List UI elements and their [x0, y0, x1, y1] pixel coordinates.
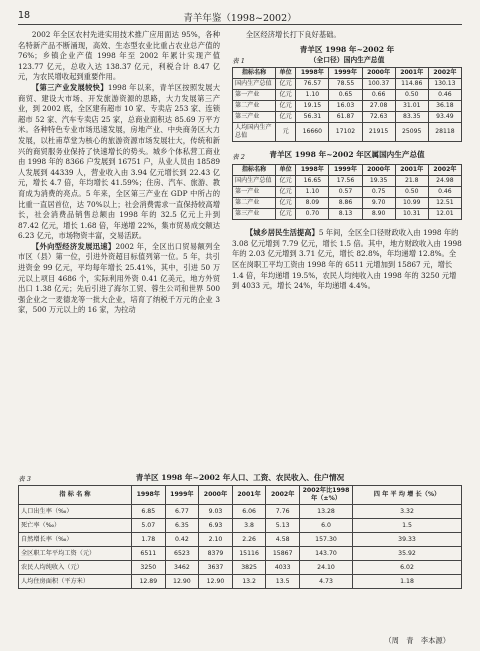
table1-title-row [232, 55, 462, 65]
table-row [19, 533, 462, 547]
cell: 0.70 [296, 209, 329, 220]
cell: 1.10 [296, 187, 329, 198]
paragraph-continuation: 全区经济增长打下良好基础。 [245, 30, 341, 39]
header-cell: 2001年 [395, 165, 428, 176]
cell: 6.0 [300, 519, 353, 533]
table1-caption: 青羊区 1998 年~2002 年 [299, 44, 395, 54]
cell: 0.66 [362, 90, 395, 101]
cell: 24.10 [300, 561, 353, 575]
cell: 自然增长率（‰） [19, 533, 132, 547]
cell: 114.86 [395, 79, 428, 90]
cell: 36.18 [428, 101, 461, 112]
table-row [233, 187, 462, 198]
cell: 6.85 [132, 505, 166, 519]
cell: 13.2 [232, 575, 266, 589]
running-title: 青羊年鉴（1998~2002） [183, 13, 297, 24]
cell: 6.93 [199, 519, 233, 533]
cell: 0.46 [428, 90, 461, 101]
page-number: 18 [18, 10, 31, 21]
table-row [19, 561, 462, 575]
cell: 6.77 [165, 505, 199, 519]
table1-label: 表 1 [232, 57, 245, 66]
table3-title-row [18, 472, 462, 483]
cell: 16660 [296, 123, 329, 142]
cell: 2.26 [232, 533, 266, 547]
cell: 亿元 [276, 79, 296, 90]
header-cell: 1999年 [329, 68, 362, 79]
table3-block [18, 472, 462, 589]
cell: 8379 [199, 547, 233, 561]
cell: 6.35 [165, 519, 199, 533]
cell: 12.89 [132, 575, 166, 589]
cell: 130.13 [428, 79, 461, 90]
table2-district-gdp [232, 164, 462, 220]
cell: 农民人均纯收入（元） [19, 561, 132, 575]
cell: 93.49 [428, 112, 461, 123]
cell: 全区职工年平均工资（元） [19, 547, 132, 561]
cell: 3.32 [353, 505, 462, 519]
cell: 6523 [165, 547, 199, 561]
header-cell: 1998年 [132, 486, 166, 505]
cell: 8.90 [362, 209, 395, 220]
table-row [233, 112, 462, 123]
cell: 17102 [329, 123, 362, 142]
tertiary-text: 1998 年以来，青羊区按照发展大商贸、建设大市场、开发旅游资源的思路，大力发展第三产业，到 2002 底，全区建有超市 10 家、专卖店 253 家、连锁超市 52 家、汽车专卖店 25 家，总商业面积达 85.69 万平方米。各种特色专业市场迅速发展，房地产业、中央商务区大力发展，以杜甫草堂为核心的旅游资源市场发展壮大，传统和新兴的商贸服务业保持了快速增长的势头。城乡个体私营工商业由 1998 年的 8366 户发展到 16751 户，从业人员由 18589 人发展到 44339 人，营业收入由 3.94 亿元增长到 22.43 亿元，增长 4.7 倍，年均增长 41.59%；住房、汽车、旅游、教育成为消费的亮点。5 年来，全区第三产业在 GDP 中所占的比重一直居首位，达 70%以上；社会消费需求一直保持较高增长，社会消费品销售总额由 1998 年的 32.5 亿元上升到 87.42 亿元，增长 1.68 倍，年递增 22%，集市贸易成交额达 6.23 亿元，市场物资丰富，交易活跃。 [18, 82, 221, 241]
table-row [233, 176, 462, 187]
cell: 24.98 [428, 176, 461, 187]
foreign-text: 2002 年，全区出口贸易额列全市区（县）第一位，引进外资超目标值列第一位。5 年，共引进资金 99 亿元，平均每年增长 25.41%，其中，引进 50 万元以上项目 4686 个，实际利用外资 0.41 亿美元，地方外贸出口 1.38 亿元；先后引进了海尔工贸、蓉生公司和世界 500 强企业之一麦德龙等一批大企业，培育了纳税千万元的企业 3 家，500 万元以上的 16 家，为拉动 [18, 241, 220, 315]
cell: 12.90 [165, 575, 199, 589]
cell: 5.13 [266, 519, 300, 533]
table1-subtitle: （全口径）国内生产总值 [309, 56, 385, 65]
cell: 27.08 [362, 101, 395, 112]
cell: 3825 [232, 561, 266, 575]
cell: 人均国内生产总值 [233, 123, 276, 142]
table3-header-row [19, 486, 462, 505]
cell: 21.8 [395, 176, 428, 187]
header-cell: 四 年 平 均 增 长（%） [353, 486, 462, 505]
header-cell: 2002年 [428, 68, 461, 79]
table-row [19, 505, 462, 519]
table-row [19, 575, 462, 589]
cell: 19.35 [362, 176, 395, 187]
table2-label: 表 2 [232, 153, 245, 162]
cell: 12.01 [428, 209, 461, 220]
cell: 亿元 [276, 112, 296, 123]
cell: 亿元 [276, 187, 296, 198]
header-cell: 1999年 [329, 165, 362, 176]
table2-caption: 青羊区 1998 年~2002 年区属国内生产总值 [269, 150, 425, 160]
table2-title-row [232, 150, 462, 162]
cell: 亿元 [276, 198, 296, 209]
cell: 元 [276, 123, 296, 142]
cell: 第三产业 [233, 209, 276, 220]
cell: 143.70 [300, 547, 353, 561]
cell: 100.37 [362, 79, 395, 90]
header-cell: 单位 [276, 68, 296, 79]
cell: 第二产业 [233, 198, 276, 209]
header-cell: 2002年 [428, 165, 461, 176]
cell: 16.65 [296, 176, 329, 187]
cell: 亿元 [276, 209, 296, 220]
header-cell: 2000年 [362, 68, 395, 79]
table3-population-income [18, 485, 462, 589]
header-cell: 2002年 [266, 486, 300, 505]
cell: 4.58 [266, 533, 300, 547]
left-column [18, 30, 220, 316]
section-title-tertiary: 【第三产业发展较快】 [31, 82, 108, 92]
paragraph-living-standards [232, 228, 462, 292]
section-title-living: 【城乡居民生活提高】 [245, 228, 319, 238]
table-row [233, 123, 462, 142]
cell: 第二产业 [233, 101, 276, 112]
table2-header-row [233, 165, 462, 176]
paragraph-foreign-economy [18, 242, 220, 316]
cell: 7.76 [266, 505, 300, 519]
table-row [233, 198, 462, 209]
cell: 21915 [362, 123, 395, 142]
cell: 19.15 [296, 101, 329, 112]
cell: 8.13 [329, 209, 362, 220]
table-row [233, 101, 462, 112]
header-cell: 1999年 [165, 486, 199, 505]
cell: 10.99 [395, 198, 428, 209]
cell: 4.73 [300, 575, 353, 589]
cell: 3.8 [232, 519, 266, 533]
header-cell: 2002年比1998年（±%） [300, 486, 353, 505]
cell: 0.75 [362, 187, 395, 198]
cell: 25095 [395, 123, 428, 142]
page-header [18, 8, 462, 25]
cell: 5.07 [132, 519, 166, 533]
cell: 39.33 [353, 533, 462, 547]
cell: 12.51 [428, 198, 461, 209]
cell: 61.87 [329, 112, 362, 123]
cell: 13.5 [266, 575, 300, 589]
header-cell: 1998年 [296, 68, 329, 79]
cell: 2.10 [199, 533, 233, 547]
table3-caption: 青羊区 1998 年~2002 年人口、工资、农民收入、住户情况 [135, 473, 345, 482]
cell: 3250 [132, 561, 166, 575]
cell: 3462 [165, 561, 199, 575]
cell: 1.10 [296, 90, 329, 101]
paragraph-agriculture: 2002 年全区农村先进实用技术推广应用面达 95%，各种名特新产品不断涌现，高效、生态型农业比重占农业总产值的 76%；乡镇企业产值 1998 年至 2002 年累计实现产值 123.77 亿元，总收入达 138.37 亿元，利税合计 8.47 亿元，为农民增收起到重要作用。 [18, 30, 220, 82]
cell: 28118 [428, 123, 461, 142]
right-column [232, 30, 462, 292]
header-cell: 指标名称 [233, 165, 276, 176]
section-title-foreign: 【外向型经济发展迅速】 [31, 241, 116, 251]
cell: 1.78 [132, 533, 166, 547]
cell: 3637 [199, 561, 233, 575]
cell: 56.31 [296, 112, 329, 123]
author-signature: （周 青 李本源） [384, 636, 450, 645]
cell: 第三产业 [233, 112, 276, 123]
cell: 0.42 [165, 533, 199, 547]
cell: 6.02 [353, 561, 462, 575]
table1-header-row [233, 68, 462, 79]
cell: 人均住房面积（平方米） [19, 575, 132, 589]
cell: 78.55 [329, 79, 362, 90]
cell: 12.90 [199, 575, 233, 589]
cell: 0.46 [428, 187, 461, 198]
table-row [233, 209, 462, 220]
cell: 国内生产总值 [233, 176, 276, 187]
cell: 35.92 [353, 547, 462, 561]
cell: 人口出生率（‰） [19, 505, 132, 519]
cell: 第一产业 [233, 187, 276, 198]
cell: 9.03 [199, 505, 233, 519]
cell: 31.01 [395, 101, 428, 112]
cell: 0.50 [395, 187, 428, 198]
cell: 亿元 [276, 90, 296, 101]
header-cell: 单位 [276, 165, 296, 176]
cell: 10.31 [395, 209, 428, 220]
table-row [19, 547, 462, 561]
table3-label: 表 3 [18, 475, 31, 483]
table-row [233, 90, 462, 101]
cell: 15116 [232, 547, 266, 561]
cell: 0.50 [395, 90, 428, 101]
cell: 9.70 [362, 198, 395, 209]
cell: 72.63 [362, 112, 395, 123]
cell: 0.57 [329, 187, 362, 198]
header-cell: 指标名称 [233, 68, 276, 79]
cell: 6511 [132, 547, 166, 561]
header-cell: 指 标 名 称 [19, 486, 132, 505]
cell: 17.56 [329, 176, 362, 187]
cell: 0.65 [329, 90, 362, 101]
table-row [233, 79, 462, 90]
cell: 13.28 [300, 505, 353, 519]
cell: 16.03 [329, 101, 362, 112]
cell: 国内生产总值 [233, 79, 276, 90]
header-cell: 2000年 [199, 486, 233, 505]
cell: 亿元 [276, 176, 296, 187]
header-cell: 2001年 [395, 68, 428, 79]
cell: 1.18 [353, 575, 462, 589]
cell: 8.86 [329, 198, 362, 209]
header-cell: 2000年 [362, 165, 395, 176]
cell: 83.35 [395, 112, 428, 123]
table1-gdp [232, 67, 462, 142]
table-row [19, 519, 462, 533]
cell: 8.09 [296, 198, 329, 209]
cell: 死亡率（‰） [19, 519, 132, 533]
cell: 6.06 [232, 505, 266, 519]
living-text: 5 年间，全区全口径财政收入由 1998 年的 3.08 亿元增到 7.79 亿元，增长 1.5 倍。其中，地方财政收入由 1998 年的 2.03 亿元增到 3.71 亿元，增长 82.8%，年均递增 12.8%。全区在岗职工平均工资由 1998 年的 6511 元增加到 15867 元，增长 1.4 倍，年均递增 19.5%，农民人均纯收入由 1998 年的 3250 元增到 4033 元，增长 24%，年均递增 4.4%。 [232, 228, 462, 291]
cell: 76.57 [296, 79, 329, 90]
cell: 157.30 [300, 533, 353, 547]
cell: 15867 [266, 547, 300, 561]
cell: 4033 [266, 561, 300, 575]
header-cell: 2001年 [232, 486, 266, 505]
cell: 第一产业 [233, 90, 276, 101]
header-cell: 1998年 [296, 165, 329, 176]
cell: 亿元 [276, 101, 296, 112]
paragraph-tertiary [18, 83, 220, 242]
cell: 1.5 [353, 519, 462, 533]
